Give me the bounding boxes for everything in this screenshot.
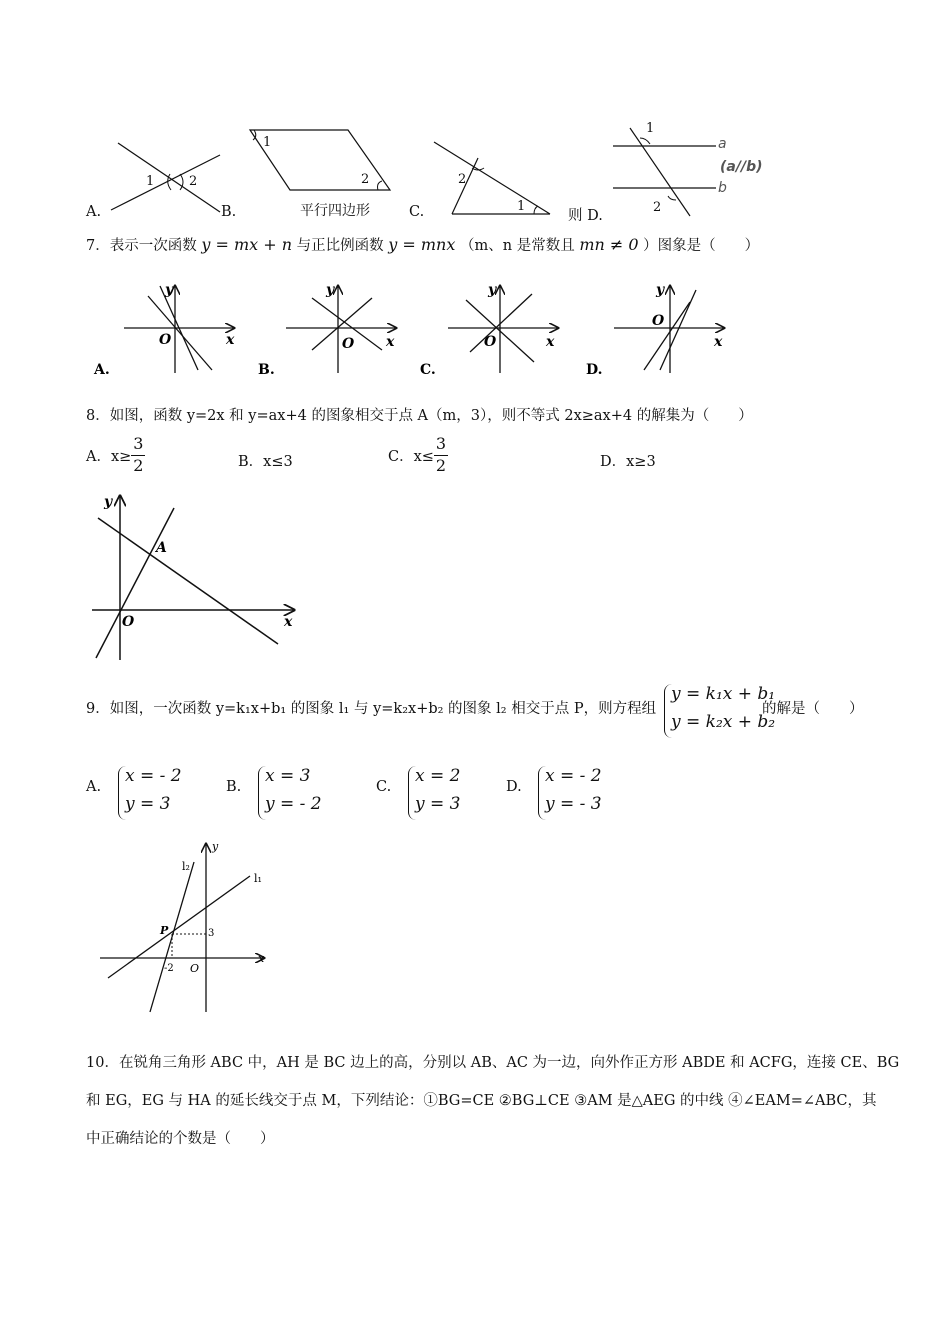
q8-graph: [86, 488, 306, 663]
x-axis-label: x: [226, 332, 235, 348]
q7-text-cond: （m、n 是常数且: [460, 238, 575, 254]
q7-text-mid: 与正比例函数: [296, 238, 384, 254]
q9-option-c: [408, 766, 489, 820]
q7-expr-3: mn ≠ 0: [579, 235, 639, 254]
q8-option-b: B．x≤3: [238, 454, 293, 470]
q9-option-d-label: D.: [506, 779, 522, 795]
q7-text-pre: 7．表示一次函数: [86, 238, 197, 254]
angle-2-label: 2: [361, 172, 370, 187]
question-7: [86, 234, 759, 255]
point-p-label: P: [160, 924, 169, 937]
option-d-label: D.: [586, 362, 603, 378]
option-line-1: x = 2: [415, 766, 461, 786]
question-10-line-2: 和 EG，EG 与 HA 的延长线交于点 M，下列结论：①BG=CE ②BG⊥CE ③AM 是△AEG 的中线 ④∠EAM=∠ABC，其: [86, 1093, 877, 1109]
q7-expr-1: y = mx + n: [201, 235, 293, 254]
q7-graph-a: [93, 282, 235, 378]
tick-minus-2-label: -2: [164, 963, 174, 974]
option-d: 则 D.: [568, 208, 603, 224]
x-axis-label: x: [546, 334, 555, 350]
angle-2-label: 2: [653, 200, 662, 215]
option-line-1: x = 3: [265, 766, 311, 786]
q9-option-c-label: C.: [376, 779, 392, 795]
y-axis-label: y: [488, 282, 497, 298]
origin-label: O: [190, 962, 200, 975]
fraction: [434, 436, 448, 475]
point-a-label: A: [156, 540, 167, 556]
numerator: 3: [435, 434, 447, 453]
denominator: 2: [133, 455, 144, 475]
option-line-2: y = - 3: [545, 794, 602, 814]
question-9-tail: 的解是（ ）: [762, 701, 864, 717]
option-line-2: y = 3: [125, 794, 171, 814]
denominator: 2: [435, 455, 447, 475]
parallel-note: (a//b): [720, 159, 763, 175]
origin-label: O: [652, 313, 665, 329]
option-a: A.: [86, 204, 102, 220]
q9-graph: [96, 838, 276, 1018]
angle-1-label: 1: [517, 199, 526, 214]
option-line-1: x = - 2: [125, 766, 182, 786]
q9-option-b: [258, 766, 339, 820]
origin-label: O: [159, 332, 172, 348]
angle-1-label: 1: [646, 121, 655, 136]
line-a-label: a: [718, 136, 727, 152]
q8-option-a-prefix: A．x≥: [86, 448, 132, 465]
question-9-text: 9．如图，一次函数 y=k₁x+b₁ 的图象 l₁ 与 y=k₂x+b₂ 的图象 l₂ 相交于点 P，则方程组: [86, 701, 657, 717]
q9-option-a: [118, 766, 199, 820]
numerator: 3: [133, 434, 144, 453]
q7-graph-c: [420, 282, 558, 378]
q7-option-graphs: [90, 278, 750, 378]
y-axis-label: y: [104, 494, 113, 510]
q8-option-d: D．x≥3: [600, 454, 656, 470]
q9-option-d: [538, 766, 619, 820]
q9-option-a-label: A.: [86, 779, 102, 795]
option-line-2: y = 3: [415, 794, 461, 814]
q7-text-post: ）图象是（ ）: [643, 238, 760, 254]
parallelogram-caption: 平行四边形: [300, 203, 370, 219]
x-axis-label: x: [258, 952, 265, 965]
origin-label: O: [484, 334, 497, 350]
x-axis-label: x: [714, 334, 723, 350]
angle-2-label: 2: [189, 174, 198, 189]
angle-1-label: 1: [146, 174, 155, 189]
origin-label: O: [122, 614, 135, 630]
question-10-line-3: 中正确结论的个数是（ ）: [86, 1131, 275, 1147]
equation-1: y = k₁x + b₁: [671, 684, 776, 704]
x-axis-label: x: [284, 614, 293, 630]
option-line-1: x = - 2: [545, 766, 602, 786]
x-axis-label: x: [386, 334, 395, 350]
y-axis-label: y: [656, 282, 665, 298]
origin-label: O: [342, 336, 355, 352]
line-l1-label: l₁: [254, 872, 262, 885]
y-axis-label: y: [326, 282, 335, 298]
tick-3-label: 3: [208, 928, 215, 939]
q8-option-c: [388, 436, 448, 475]
equation-2: y = k₂x + b₂: [671, 712, 776, 732]
angle-1-label: 1: [263, 135, 272, 150]
q9-equation-system: [664, 684, 776, 738]
question-10-line-1: 10．在锐角三角形 ABC 中，AH 是 BC 边上的高，分别以 AB、AC 为一边，向外作正方形 ABDE 和 ACFG，连接 CE、BG: [86, 1055, 900, 1071]
option-c-label: C.: [420, 362, 436, 378]
fraction: [131, 436, 145, 475]
option-c: C.: [409, 204, 425, 220]
q9-option-b-label: B.: [226, 779, 242, 795]
q7-graph-d: [586, 282, 724, 378]
option-b-label: B.: [258, 362, 275, 378]
y-axis-label: y: [165, 282, 174, 298]
q7-graph-b: [258, 282, 396, 378]
option-b: B.: [221, 204, 237, 220]
q8-option-a: [86, 436, 145, 475]
q7-expr-2: y = mnx: [388, 235, 456, 254]
line-l2-label: l₂: [182, 860, 190, 873]
q8-option-c-prefix: C．x≤: [388, 448, 434, 465]
option-line-2: y = - 2: [265, 794, 322, 814]
question-8: 8．如图，函数 y=2x 和 y=ax+4 的图象相交于点 A（m，3），则不等式 2x≥ax+4 的解集为（ ）: [86, 408, 753, 424]
line-b-label: b: [718, 180, 727, 196]
angle-2-label: 2: [458, 172, 467, 187]
y-axis-label: y: [212, 840, 219, 853]
option-a-label: A.: [94, 362, 110, 378]
